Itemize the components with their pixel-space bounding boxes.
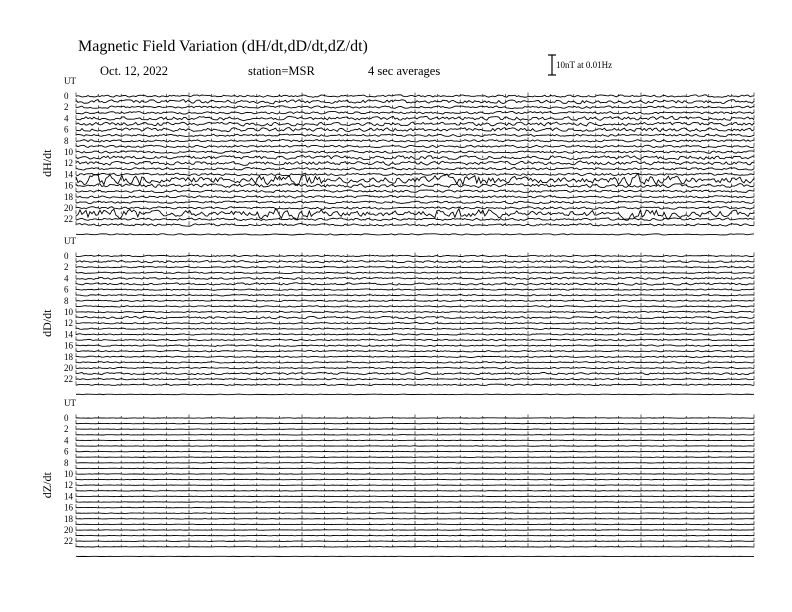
dddt-hour-label: 0 (64, 251, 69, 261)
dhdt-hour-label: 20 (64, 203, 73, 213)
dddt-hour-label: 18 (64, 351, 73, 362)
dddt-hour-label: 16 (64, 340, 73, 351)
dhdt-trace-row (76, 168, 754, 171)
dzdt-hour-label: 4 (64, 435, 69, 446)
dzdt-trace-row (76, 519, 754, 520)
dddt-hour-label: 10 (64, 307, 73, 317)
dhdt-hour-label: 22 (64, 214, 73, 225)
dddt-hour-label: 6 (64, 284, 69, 295)
dzdt-trace-row (76, 502, 754, 503)
dzdt-trace-row (76, 451, 754, 452)
dhdt-hour-label: 2 (64, 102, 69, 113)
dzdt-ut-label: UT (64, 398, 76, 408)
dzdt-hour-label: 8 (64, 457, 69, 468)
dhdt-row-ticks (76, 126, 754, 130)
dzdt-hour-label: 2 (64, 424, 69, 435)
dhdt-ut-label: UT (64, 76, 76, 86)
dddt-hour-label: 12 (64, 318, 73, 329)
averaging-label: 4 sec averages (368, 64, 441, 78)
station-label: station=MSR (248, 64, 315, 78)
dzdt-hour-label: 12 (64, 480, 73, 491)
dzdt-trace-row (76, 418, 754, 419)
chart-title: Magnetic Field Variation (dH/dt,dD/dt,dZ/dt) (78, 38, 368, 55)
dhdt-hour-label: 12 (64, 158, 73, 169)
dzdt-y-label: dZ/dt (40, 472, 54, 499)
dzdt-hour-label: 0 (64, 413, 69, 423)
dddt-ut-label: UT (64, 236, 76, 246)
dzdt-trace-row (76, 440, 754, 441)
dhdt-hour-label: 6 (64, 124, 69, 135)
dddt-hour-label: 8 (64, 295, 69, 306)
dhdt-row-ticks (76, 154, 754, 158)
dzdt-hour-label: 22 (64, 536, 73, 547)
dddt-hour-label: 22 (64, 374, 73, 385)
dzdt-trace-row (76, 446, 754, 447)
dddt-trace-end (76, 394, 754, 395)
dhdt-row-ticks (76, 199, 754, 203)
dhdt-hour-label: 16 (64, 180, 73, 191)
dzdt-trace-row (76, 547, 754, 548)
dzdt-trace-row (76, 479, 754, 480)
dzdt-trace-row (76, 423, 754, 424)
dzdt-trace-row (76, 435, 754, 436)
dzdt-trace-row (76, 468, 754, 469)
dhdt-hour-label: 0 (64, 91, 69, 101)
scale-bar-label: 10nT at 0.01Hz (556, 60, 613, 70)
date-label: Oct. 12, 2022 (100, 64, 169, 78)
dzdt-trace-row (76, 507, 754, 508)
dhdt-hour-label: 14 (64, 169, 73, 180)
dddt-trace-row (76, 367, 754, 368)
dzdt-hour-label: 16 (64, 502, 73, 513)
dhdt-hour-label: 4 (64, 113, 69, 124)
dzdt-trace-row (76, 491, 754, 492)
dzdt-trace-row (76, 429, 754, 430)
dzdt-trace-row (76, 524, 754, 525)
dzdt-hour-label: 6 (64, 446, 69, 457)
dddt-hour-label: 2 (64, 262, 69, 273)
dzdt-hour-label: 14 (64, 491, 73, 502)
dddt-hour-label: 4 (64, 273, 69, 284)
dzdt-hour-label: 20 (64, 525, 73, 535)
dhdt-hour-label: 10 (64, 147, 73, 157)
dddt-trace-row (76, 356, 754, 357)
dddt-hour-label: 14 (64, 329, 73, 340)
dzdt-trace-row (76, 485, 754, 486)
dzdt-trace-row (76, 496, 754, 497)
dddt-hour-label: 20 (64, 363, 73, 373)
dzdt-trace-row (76, 457, 754, 458)
dhdt-hour-label: 18 (64, 191, 73, 202)
dhdt-trace-end (76, 234, 754, 235)
dzdt-hour-label: 10 (64, 469, 73, 479)
dddt-y-label: dD/dt (40, 309, 54, 337)
dzdt-trace-row (76, 530, 754, 531)
dddt-trace-row (76, 362, 754, 363)
dhdt-hour-label: 8 (64, 135, 69, 146)
dzdt-trace-row (76, 535, 754, 536)
dzdt-trace-row (76, 463, 754, 464)
dhdt-y-label: dH/dt (40, 149, 54, 177)
dzdt-trace-row (76, 513, 754, 514)
dzdt-hour-label: 18 (64, 513, 73, 524)
dzdt-trace-row (76, 541, 754, 542)
